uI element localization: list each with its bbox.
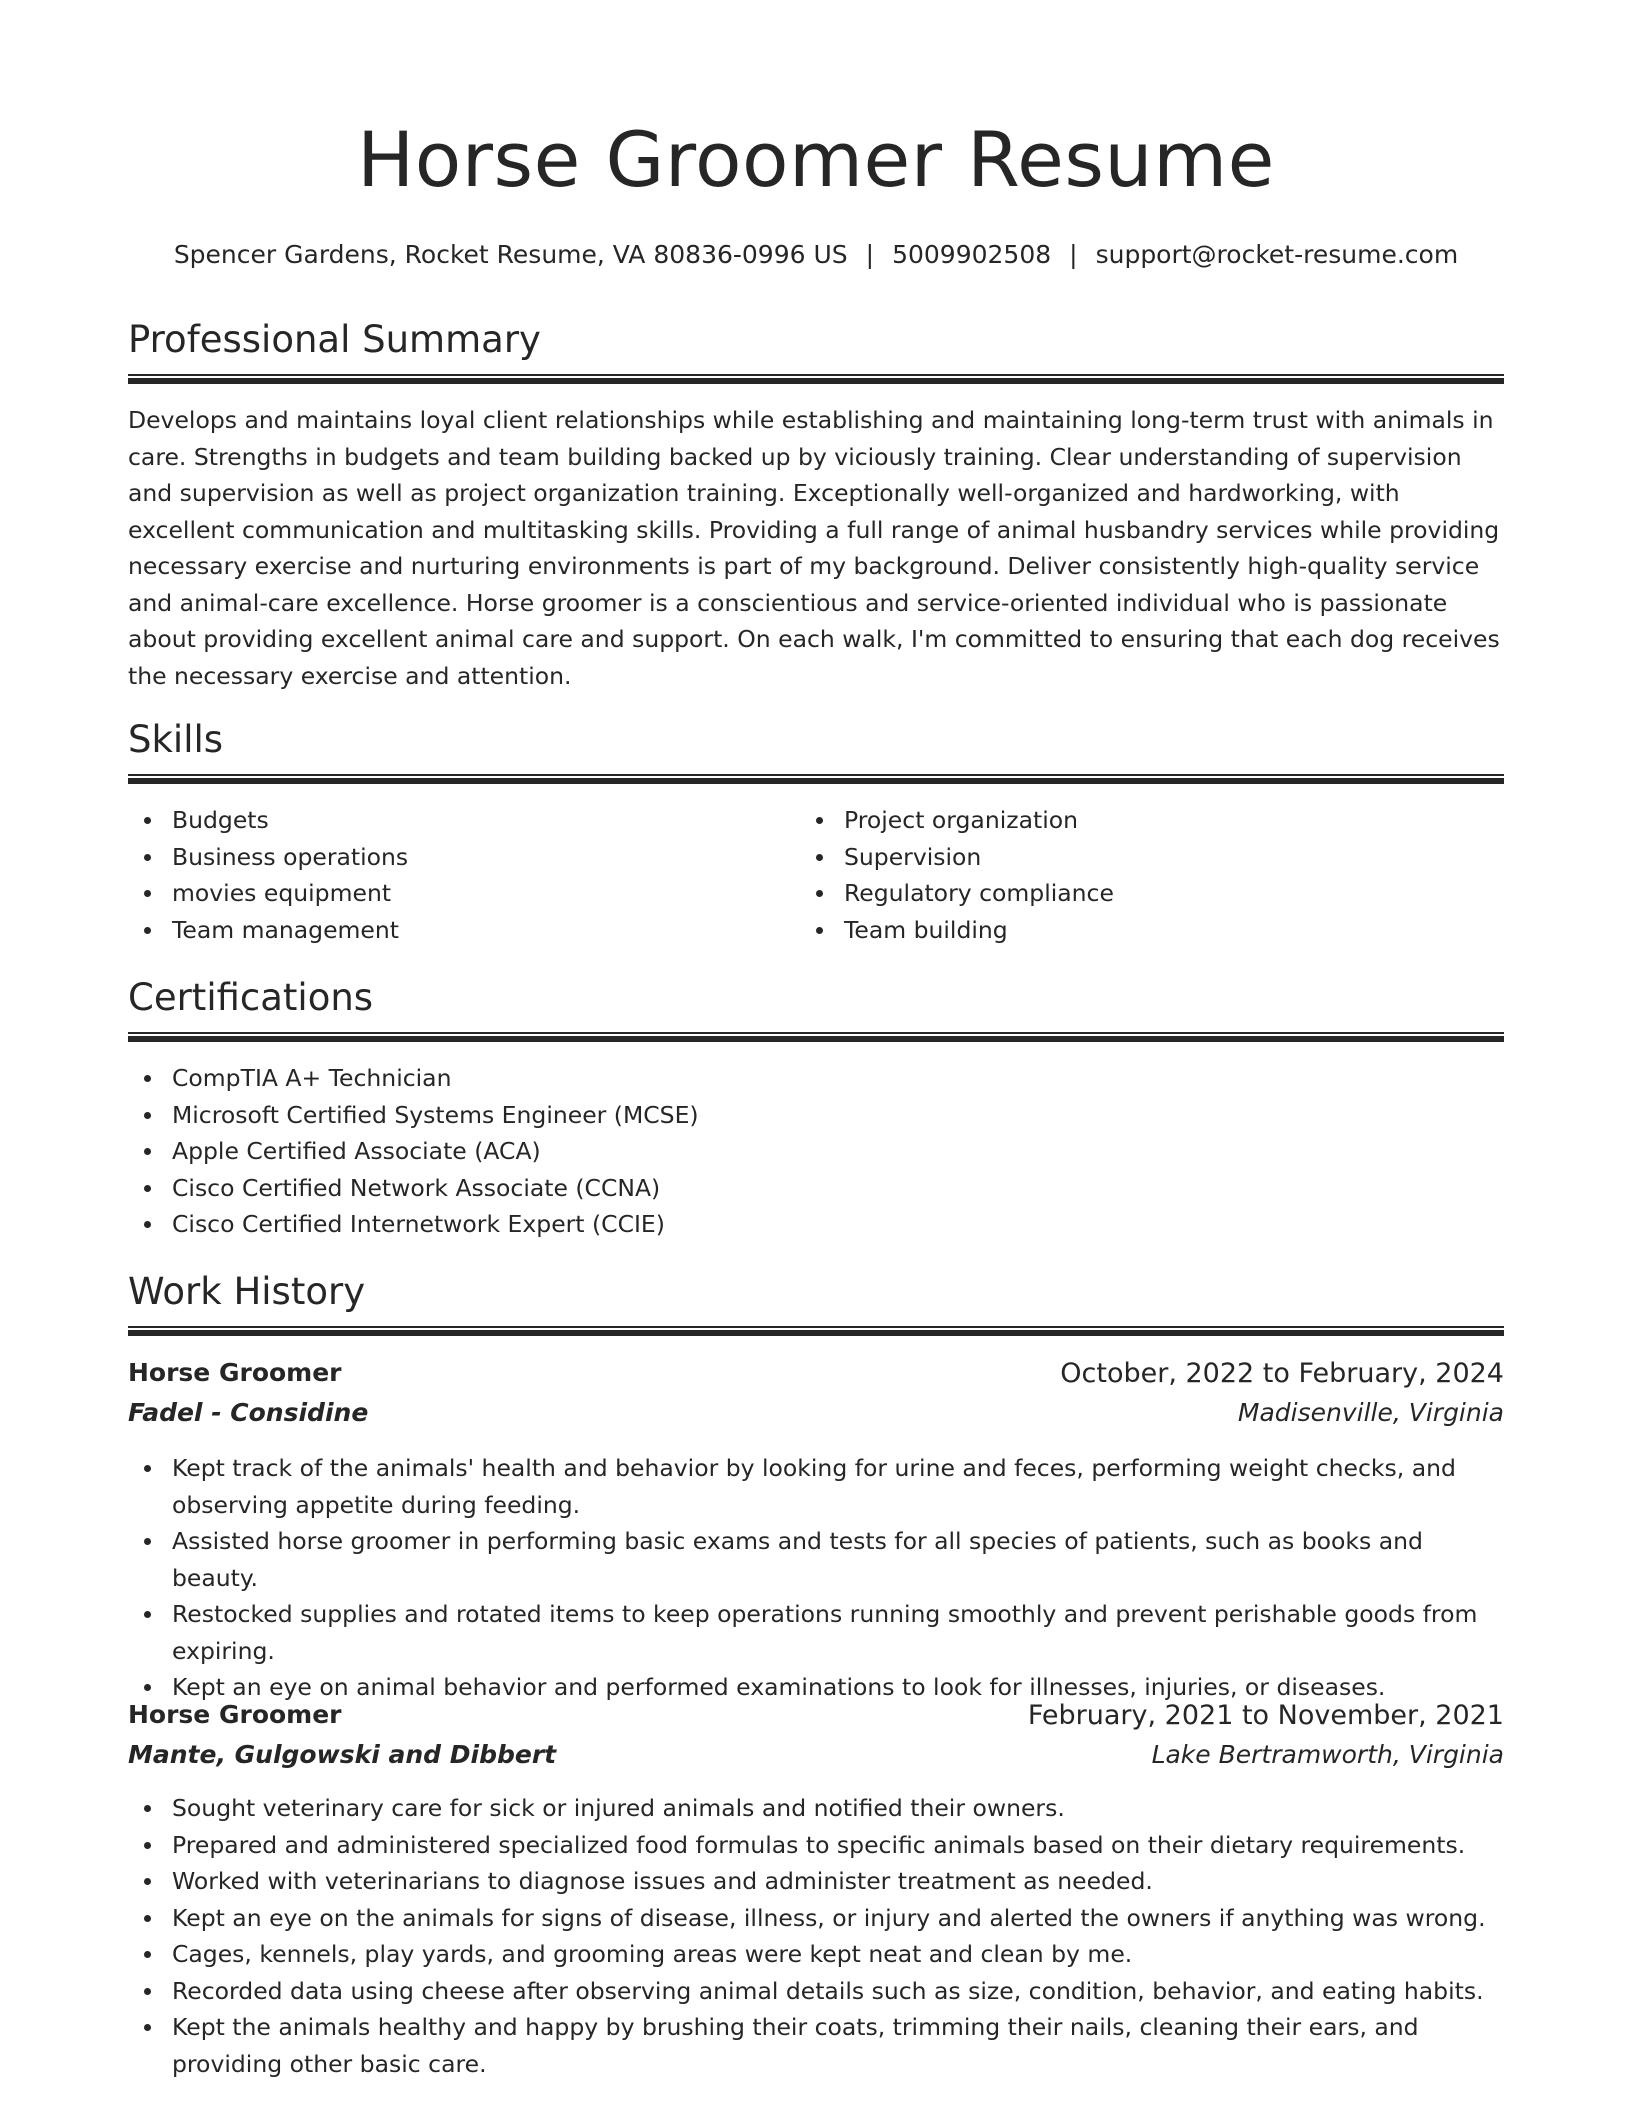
job-duty-item: Kept track of the animals' health and behavior by looking for urine and feces, performing weight checks, and observing appetite during feeding. [172, 1450, 1504, 1523]
skill-item: Team building [844, 912, 1460, 949]
summary-section [128, 402, 1504, 694]
job-duties-list [128, 1450, 1504, 1706]
job-location: Madisenville, Virginia [1237, 1398, 1504, 1427]
certification-item: Microsoft Certified Systems Engineer (MCSE) [172, 1097, 1504, 1134]
job-duty-item: Kept an eye on animal behavior and performed examinations to look for illnesses, injuries, or diseases. [172, 1669, 1504, 1706]
summary-heading: Professional Summary [128, 318, 541, 361]
certifications-heading: Certifications [128, 976, 374, 1019]
section-divider [128, 774, 1504, 784]
certification-item: Cisco Certified Internetwork Expert (CCIE) [172, 1206, 1504, 1243]
job-dates: February, 2021 to November, 2021 [1027, 1700, 1504, 1731]
job-duty-item: Restocked supplies and rotated items to keep operations running smoothly and prevent perishable goods from expiring. [172, 1596, 1504, 1669]
job-duty-item: Prepared and administered specialized food formulas to specific animals based on their dietary requirements. [172, 1827, 1504, 1864]
job-duty-item: Cages, kennels, play yards, and grooming areas were kept neat and clean by me. [172, 1936, 1504, 1973]
skills-heading: Skills [128, 718, 224, 761]
skills-list-left [128, 802, 788, 948]
skill-item: Business operations [172, 839, 788, 876]
certification-item: CompTIA A+ Technician [172, 1060, 1504, 1097]
job-location: Lake Bertramworth, Virginia [1151, 1740, 1504, 1769]
job-duties-list [128, 1790, 1504, 2082]
job-duty-item: Worked with veterinarians to diagnose issues and administer treatment as needed. [172, 1863, 1504, 1900]
contact-separator: | [1069, 240, 1078, 269]
job-company: Mante, Gulgowski and Dibbert [128, 1740, 557, 1769]
certification-item: Cisco Certified Network Associate (CCNA) [172, 1170, 1504, 1207]
contact-phone: 5009902508 [892, 240, 1052, 269]
job-title-row [128, 1700, 1504, 1736]
contact-separator: | [865, 240, 875, 269]
certification-item: Apple Certified Associate (ACA) [172, 1133, 1504, 1170]
skill-item: Supervision [844, 839, 1460, 876]
section-divider [128, 374, 1504, 384]
skills-list-right [800, 802, 1460, 948]
skill-item: Project organization [844, 802, 1460, 839]
skill-item: Regulatory compliance [844, 875, 1460, 912]
job-duties [128, 1450, 1504, 1706]
job-company: Fadel - Considine [128, 1398, 369, 1427]
job-duties [128, 1790, 1504, 2082]
job-dates: October, 2022 to February, 2024 [1060, 1358, 1504, 1389]
job-title: Horse Groomer [128, 1700, 342, 1729]
job-title: Horse Groomer [128, 1358, 342, 1387]
skills-left-column [128, 802, 788, 948]
contact-line [0, 240, 1632, 270]
certifications-section [128, 1060, 1504, 1243]
contact-email: support@rocket-resume.com [1095, 240, 1459, 269]
section-divider [128, 1032, 1504, 1042]
skills-right-column [800, 802, 1460, 948]
work-history-heading: Work History [128, 1270, 366, 1313]
contact-address: Spencer Gardens, Rocket Resume, VA 80836-0996 US [173, 240, 848, 269]
skill-item: Team management [172, 912, 788, 949]
certifications-list [128, 1060, 1504, 1243]
skill-item: movies equipment [172, 875, 788, 912]
job-company-row [128, 1740, 1504, 1776]
summary-text: Develops and maintains loyal client relationships while establishing and maintaining long-term trust with animals in care. Strengths in budgets and team building backed up by viciously training. Clear understanding of supervision and supervision as well as project organization training. Exceptionally well-organized and hardworking, with excellent communication and multitasking skills. Providing a full range of animal husbandry services while providing necessary exercise and nurturing environments is part of my background. Deliver consistently high-quality service and animal-care excellence. Horse groomer is a conscientious and service-oriented individual who is passionate about providing excellent animal care and support. On each walk, I'm committed to ensuring that each dog receives the necessary exercise and attention. [128, 406, 1500, 690]
section-divider [128, 1326, 1504, 1336]
job-title-row [128, 1358, 1504, 1394]
job-duty-item: Kept the animals healthy and happy by brushing their coats, trimming their nails, cleaning their ears, and providing other basic care. [172, 2009, 1504, 2082]
job-duty-item: Sought veterinary care for sick or injured animals and notified their owners. [172, 1790, 1504, 1827]
skill-item: Budgets [172, 802, 788, 839]
job-duty-item: Kept an eye on the animals for signs of disease, illness, or injury and alerted the owners if anything was wrong. [172, 1900, 1504, 1937]
resume-title: Horse Groomer Resume [357, 115, 1275, 204]
job-duty-item: Recorded data using cheese after observing animal details such as size, condition, behavior, and eating habits. [172, 1973, 1504, 2010]
job-company-row [128, 1398, 1504, 1434]
job-duty-item: Assisted horse groomer in performing basic exams and tests for all species of patients, such as books and beauty. [172, 1523, 1504, 1596]
